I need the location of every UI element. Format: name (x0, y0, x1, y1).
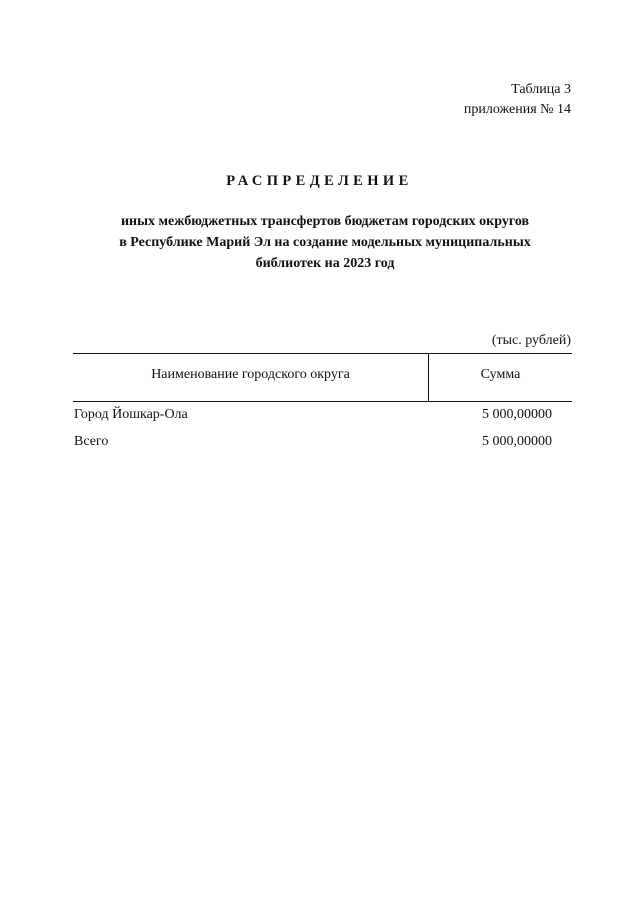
table-row-total (74, 434, 552, 454)
appendix-number: приложения № 14 (463, 102, 571, 117)
column-header-district: Наименование городского округа (151, 367, 350, 382)
total-label: Всего (74, 434, 109, 449)
units-label: (тыс. рублей) (491, 333, 571, 348)
subtitle-line-2: в Республике Марий Эл на создание модельных муниципальных (119, 235, 531, 250)
district-name: Город Йошкар-Ола (74, 407, 188, 422)
document-title: РАСПРЕДЕЛЕНИЕ (226, 173, 413, 189)
table-reference (464, 80, 571, 120)
total-amount: 5 000,00000 (482, 434, 552, 449)
document-subtitle (90, 211, 560, 274)
table-number: Таблица 3 (511, 82, 571, 97)
table-row (74, 407, 552, 427)
column-header-amount: Сумма (480, 367, 521, 382)
district-amount: 5 000,00000 (482, 407, 552, 422)
subtitle-line-1: иных межбюджетных трансфертов бюджетам городских округов (120, 214, 530, 229)
table-header (73, 353, 572, 402)
subtitle-line-3: библиотек на 2023 год (255, 256, 395, 271)
